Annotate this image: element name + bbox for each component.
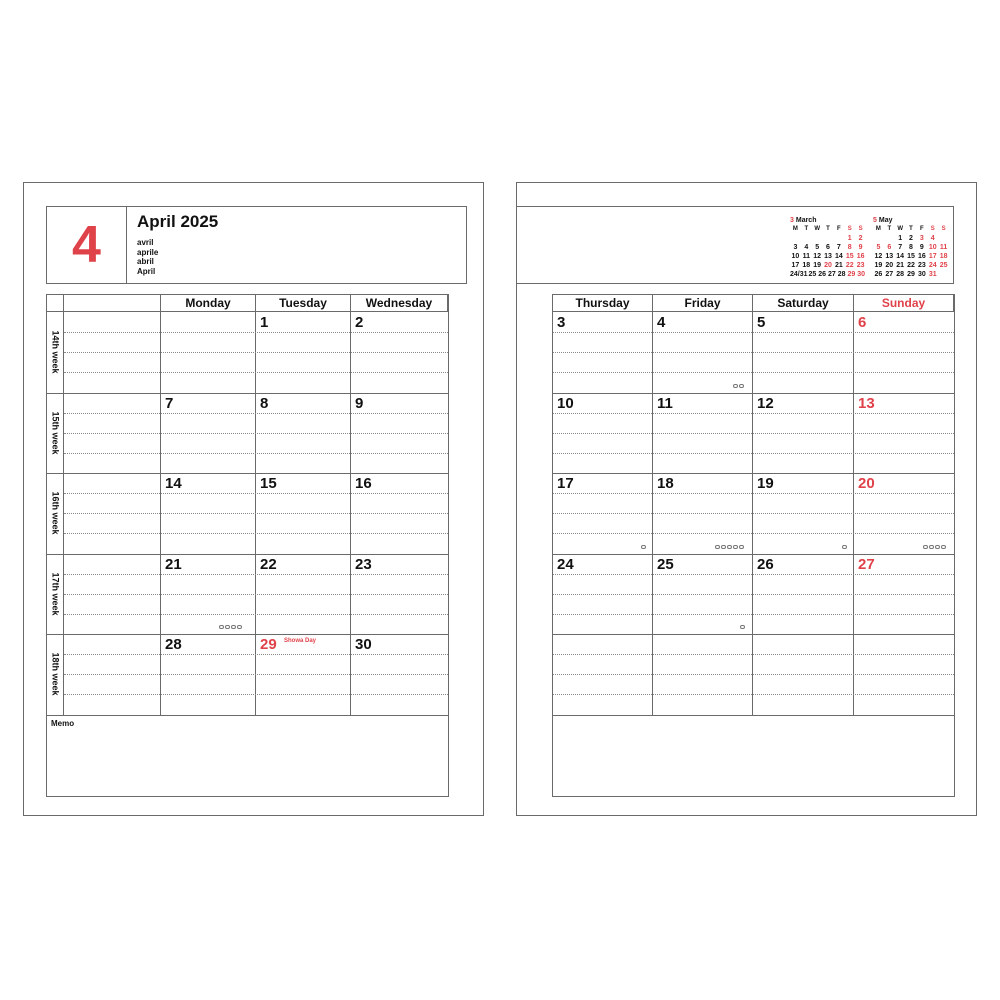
moon-phase-markers [219, 625, 242, 630]
mini-calendar-week [790, 243, 866, 252]
mini-calendar-title [790, 216, 866, 225]
mini-calendar-weekday: W [814, 226, 820, 232]
mini-calendar-weekday: S [858, 226, 863, 232]
moon-phase-icon [237, 625, 242, 629]
mini-calendar-week [790, 270, 866, 279]
mini-calendar-day: 11 [802, 253, 810, 260]
week-divider [553, 393, 954, 394]
mini-calendar-day: 10 [928, 244, 937, 251]
day-number: 5 [757, 314, 766, 331]
writing-line [553, 533, 954, 534]
week-label [47, 634, 64, 715]
mini-calendar-day: 6 [826, 244, 830, 251]
mini-calendar-day: 16 [856, 253, 865, 260]
day-number: 30 [355, 636, 372, 653]
mini-calendar-day: 6 [887, 244, 892, 251]
week-label-text: 15th week [50, 411, 61, 455]
day-number: 28 [165, 636, 182, 653]
writing-line [64, 513, 448, 514]
mini-calendar-day: 26 [818, 271, 827, 278]
mini-calendar-day: 2 [909, 235, 913, 242]
mini-calendar-day: 5 [815, 244, 820, 251]
week-divider [47, 554, 448, 555]
mini-calendar-month-number: 3 [790, 217, 794, 224]
mini-calendar-day: 2 [858, 235, 863, 242]
moon-phase-icon [733, 545, 738, 549]
moon-phase-markers [641, 545, 646, 550]
mini-calendar-week [790, 252, 866, 261]
mini-calendar-day: 8 [847, 244, 852, 251]
day-number: 2 [355, 314, 364, 331]
week-label-text: 18th week [50, 652, 61, 696]
day-number: 7 [165, 394, 174, 412]
mini-calendar-day: 17 [791, 262, 800, 269]
mini-calendar-day: 4 [804, 244, 809, 251]
moon-phase-icon [721, 545, 726, 549]
right-calendar-grid [552, 294, 955, 797]
mini-calendar-day: 28 [896, 271, 905, 278]
writing-line [64, 574, 448, 575]
writing-line [64, 654, 448, 655]
mini-calendar-day: 21 [896, 262, 905, 269]
mini-calendar-day: 25 [808, 271, 817, 278]
writing-line [553, 332, 954, 333]
moon-phase-icon [739, 545, 744, 549]
day-number: 10 [557, 394, 574, 412]
mini-calendar-weekday: F [920, 226, 924, 232]
writing-line [553, 413, 954, 414]
moon-phase-icon [739, 384, 744, 388]
writing-line [64, 493, 448, 494]
moon-phase-icon [923, 545, 928, 549]
day-number: 14 [165, 475, 182, 492]
left-calendar-grid [46, 294, 449, 797]
mini-calendar-empty [873, 234, 884, 243]
writing-line [64, 453, 448, 454]
day-number: 16 [355, 475, 372, 492]
day-number: 20 [858, 475, 875, 492]
mini-calendar-day: 14 [896, 253, 905, 260]
mini-calendar-empty [812, 234, 823, 243]
moon-phase-icon [941, 545, 946, 549]
mini-calendar-weekday: T [826, 226, 830, 232]
mini-calendar-week [873, 234, 949, 243]
mini-calendar-weekday: M [875, 226, 881, 232]
grid-column-divider [255, 295, 256, 715]
mini-calendar-weekday: F [837, 226, 841, 232]
mini-calendar-empty [823, 234, 834, 243]
mini-calendar-day: 18 [802, 262, 811, 269]
grid-column-divider [752, 295, 753, 715]
week-divider [553, 554, 954, 555]
mini-calendar-day: 17 [928, 253, 937, 260]
writing-line [64, 413, 448, 414]
mini-calendar-day: 29 [847, 271, 856, 278]
mini-calendar-empty [790, 234, 801, 243]
mini-calendar-march [790, 216, 866, 279]
day-number: 18 [657, 475, 674, 492]
week-label-text: 17th week [50, 572, 61, 616]
mini-calendar-day: 20 [885, 262, 894, 269]
mini-calendar-title [873, 216, 949, 225]
writing-line [553, 574, 954, 575]
writing-line [553, 493, 954, 494]
day-number: 11 [657, 394, 673, 412]
day-number: 12 [757, 394, 774, 412]
grid-header-note [64, 295, 161, 312]
day-number: 4 [657, 314, 666, 331]
mini-calendar-day: 11 [939, 244, 948, 251]
moon-phase-markers [715, 545, 744, 550]
day-number: 3 [557, 314, 566, 331]
week-label [47, 554, 64, 635]
mini-calendar-weekday: S [847, 226, 852, 232]
moon-phase-markers [733, 384, 744, 389]
writing-line [553, 674, 954, 675]
week-label [47, 473, 64, 554]
day-number: 1 [260, 314, 269, 331]
mini-calendar-weekday: T [909, 226, 913, 232]
writing-line [64, 352, 448, 353]
writing-line [64, 674, 448, 675]
week-divider [47, 393, 448, 394]
mini-calendar-day: 1 [847, 235, 852, 242]
moon-phase-icon [727, 545, 732, 549]
day-number: 6 [858, 314, 867, 331]
month-title: April 2025 [137, 212, 219, 231]
right-page [516, 182, 977, 816]
mini-calendar-weekdays [873, 225, 949, 234]
mini-calendar-week [873, 243, 949, 252]
mini-calendar-day: 7 [898, 244, 903, 251]
week-label-text: 16th week [50, 491, 61, 535]
writing-line [553, 372, 954, 373]
mini-calendar-day: 24/31 [790, 271, 808, 278]
mini-calendar-week [790, 234, 866, 243]
translation-german: April [137, 266, 156, 276]
mini-calendar-day: 23 [856, 262, 865, 269]
day-number: 9 [355, 394, 364, 412]
mini-calendar-day: 22 [845, 262, 854, 269]
mini-calendar-weekday: S [930, 226, 935, 232]
writing-line [553, 513, 954, 514]
mini-calendar-weekdays [790, 225, 866, 234]
writing-line [553, 614, 954, 615]
column-header-monday: Monday [161, 295, 256, 312]
mini-calendar-empty [833, 234, 844, 243]
day-number: 23 [355, 555, 372, 573]
mini-calendar-day: 13 [885, 253, 894, 260]
month-number: 4 [47, 207, 127, 283]
mini-calendar-day: 19 [813, 262, 822, 269]
moon-phase-markers [923, 545, 946, 550]
writing-line [553, 694, 954, 695]
mini-calendar-weekday: S [941, 226, 946, 232]
mini-calendar-day: 28 [837, 271, 846, 278]
week-divider [47, 634, 448, 635]
memo-divider [47, 715, 448, 716]
mini-calendar-day: 1 [898, 235, 903, 242]
day-number: 24 [557, 555, 574, 573]
writing-line [64, 594, 448, 595]
mini-calendar-day: 31 [928, 271, 937, 278]
mini-calendar-day: 5 [876, 244, 881, 251]
moon-phase-icon [225, 625, 230, 629]
mini-calendar-weekday: T [804, 226, 809, 232]
mini-calendar-day: 18 [939, 253, 948, 260]
mini-calendar-day: 3 [793, 244, 798, 251]
mini-calendar-day: 4 [930, 235, 935, 242]
mini-calendar-day: 12 [874, 253, 883, 260]
mini-calendar-day: 30 [917, 271, 926, 278]
moon-phase-icon [231, 625, 236, 629]
moon-phase-icon [929, 545, 934, 549]
mini-calendar-empty [938, 270, 949, 279]
mini-calendar-day: 10 [791, 253, 800, 260]
column-header-wednesday: Wednesday [351, 295, 448, 312]
moon-phase-icon [733, 384, 738, 388]
mini-calendar-empty [801, 234, 812, 243]
mini-calendar-month-name: May [878, 217, 893, 224]
mini-calendar-header [517, 206, 954, 284]
mini-calendar-weekday: M [792, 226, 798, 232]
writing-line [553, 594, 954, 595]
mini-calendar-day: 22 [907, 262, 915, 269]
writing-line [64, 533, 448, 534]
mini-calendar-day: 24 [928, 262, 937, 269]
day-number: 29 [260, 636, 277, 653]
mini-calendar-empty [884, 234, 895, 243]
moon-phase-icon [740, 625, 745, 629]
mini-calendar-month-number: 5 [873, 217, 877, 224]
mini-calendar-day: 15 [845, 253, 854, 260]
left-page [23, 182, 484, 816]
mini-calendar-day: 27 [828, 271, 836, 278]
mini-calendar-day: 29 [907, 271, 915, 278]
moon-phase-markers [842, 545, 847, 550]
mini-calendar-day: 21 [834, 262, 843, 269]
day-number: 15 [260, 475, 277, 492]
day-number: 8 [260, 394, 269, 412]
column-header-saturday: Saturday [753, 295, 854, 312]
writing-line [553, 352, 954, 353]
mini-calendar-week [873, 261, 949, 270]
mini-calendar-day: 26 [874, 271, 883, 278]
mini-calendar-week [873, 252, 949, 261]
column-header-tuesday: Tuesday [256, 295, 351, 312]
mini-calendar-may [873, 216, 949, 279]
mini-calendar-day: 7 [836, 244, 841, 251]
week-label-text: 14th week [50, 330, 61, 374]
mini-calendar-day: 19 [874, 262, 883, 269]
mini-calendar-empty [938, 234, 949, 243]
grid-column-divider [350, 295, 351, 715]
mini-calendar-weekday: T [887, 226, 892, 232]
moon-phase-icon [219, 625, 224, 629]
mini-calendar-day: 9 [858, 244, 863, 251]
translation-italian: aprile [137, 247, 159, 257]
grid-header-blank [47, 295, 64, 312]
week-label [47, 312, 64, 393]
writing-line [553, 654, 954, 655]
mini-calendar-day: 12 [813, 253, 822, 260]
column-header-sunday: Sunday [854, 295, 954, 312]
mini-calendar-month-name: March [795, 217, 817, 224]
week-label [47, 393, 64, 474]
moon-phase-icon [641, 545, 646, 549]
day-number: 26 [757, 555, 774, 573]
mini-calendar-week [873, 270, 949, 279]
mini-calendar-day: 3 [919, 235, 924, 242]
grid-column-divider [853, 295, 854, 715]
mini-calendar-day: 20 [824, 262, 832, 269]
mini-calendar-day: 16 [917, 253, 926, 260]
mini-calendar-day: 23 [917, 262, 926, 269]
grid-column-divider [652, 295, 653, 715]
mini-calendar-day: 14 [834, 253, 843, 260]
moon-phase-icon [842, 545, 847, 549]
mini-calendar-day: 30 [857, 271, 866, 278]
writing-line [64, 332, 448, 333]
holiday-label: Showa Day [284, 638, 317, 644]
month-header [46, 206, 467, 284]
mini-calendar-day: 9 [919, 244, 924, 251]
mini-calendar-day: 8 [909, 244, 913, 251]
translation-french: avril [137, 238, 154, 247]
mini-calendar-day: 27 [885, 271, 894, 278]
week-divider [553, 634, 954, 635]
writing-line [64, 372, 448, 373]
moon-phase-icon [715, 545, 720, 549]
day-number: 27 [858, 555, 875, 573]
writing-line [553, 433, 954, 434]
memo-label: Memo [51, 718, 75, 728]
mini-calendar-day: 13 [824, 253, 832, 260]
mini-calendar-day: 15 [907, 253, 915, 260]
day-number: 19 [757, 475, 774, 492]
day-number: 25 [657, 555, 674, 573]
moon-phase-markers [740, 625, 745, 630]
day-number: 17 [557, 475, 574, 492]
column-header-thursday: Thursday [553, 295, 653, 312]
day-number: 21 [165, 555, 182, 573]
grid-column-divider [160, 295, 161, 715]
week-divider [553, 473, 954, 474]
mini-calendar-day: 25 [939, 262, 948, 269]
writing-line [64, 433, 448, 434]
mini-calendar-weekday: W [897, 226, 903, 232]
month-translations [137, 238, 158, 276]
day-number: 13 [858, 394, 875, 412]
writing-line [64, 694, 448, 695]
mini-calendar-week [790, 261, 866, 270]
week-divider [47, 473, 448, 474]
moon-phase-icon [935, 545, 940, 549]
column-header-friday: Friday [653, 295, 753, 312]
writing-line [553, 453, 954, 454]
memo-divider [553, 715, 954, 716]
translation-spanish: abril [137, 257, 154, 266]
writing-line [64, 614, 448, 615]
day-number: 22 [260, 555, 277, 573]
